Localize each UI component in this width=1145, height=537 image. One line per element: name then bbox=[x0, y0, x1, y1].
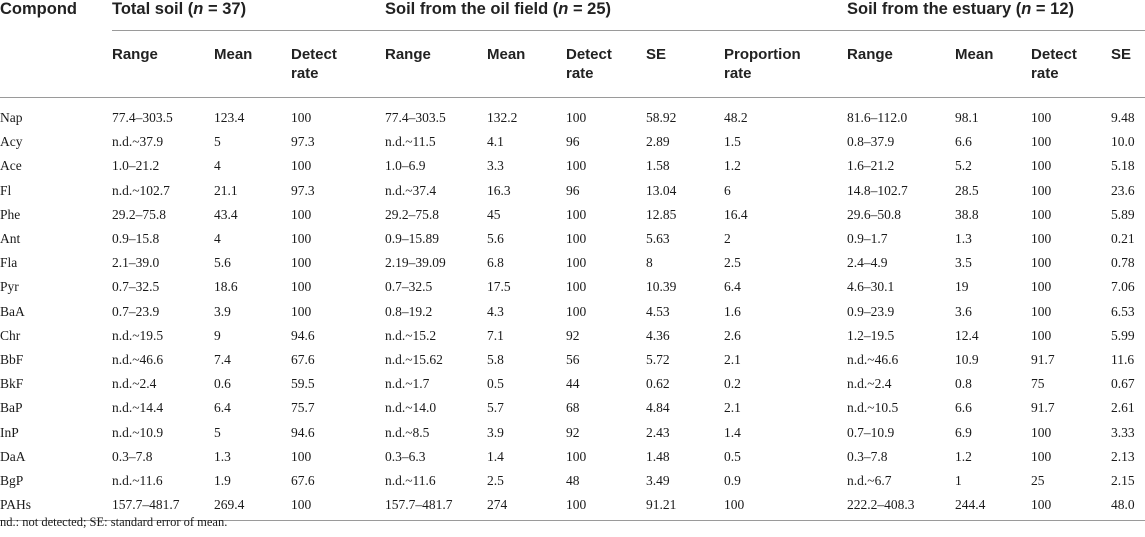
table-cell: 100 bbox=[291, 303, 312, 319]
table-cell: n.d.~102.7 bbox=[112, 182, 170, 198]
table-cell: 4.53 bbox=[646, 303, 670, 319]
table-cell: 100 bbox=[1031, 231, 1052, 247]
table-cell: 157.7–481.7 bbox=[385, 493, 487, 521]
table-cell: 10.39 bbox=[646, 279, 677, 295]
table-cell: 0.9–15.89 bbox=[385, 231, 439, 247]
table-cell: 100 bbox=[566, 231, 587, 247]
table-row bbox=[0, 130, 1145, 154]
table-cell: 38.8 bbox=[955, 206, 979, 222]
table-cell: n.d.~37.4 bbox=[385, 182, 437, 198]
table-cell: 3.9 bbox=[487, 424, 504, 440]
table-cell: 4.84 bbox=[646, 400, 670, 416]
table-cell: 0.9 bbox=[724, 473, 741, 489]
table-cell: 0.5 bbox=[724, 448, 741, 464]
table-cell: 5.8 bbox=[487, 352, 504, 368]
table-cell: 100 bbox=[1031, 182, 1052, 198]
table-cell: 2.5 bbox=[487, 473, 504, 489]
table-cell: 6.9 bbox=[955, 424, 972, 440]
group-header-oil-field: Soil from the oil field (n = 25) bbox=[385, 0, 847, 31]
table-cell: 44 bbox=[566, 376, 580, 392]
table-row bbox=[0, 275, 1145, 299]
table-cell: 16.3 bbox=[487, 182, 511, 198]
table-cell: 6.6 bbox=[955, 400, 972, 416]
table-cell: 1.6–21.2 bbox=[847, 158, 895, 174]
table-cell: 157.7–481.7 bbox=[112, 493, 214, 521]
table-cell: 274 bbox=[487, 493, 566, 521]
table-cell: 0.21 bbox=[1111, 231, 1135, 247]
table-cell: 100 bbox=[1031, 327, 1052, 343]
table-cell: 100 bbox=[1031, 158, 1052, 174]
table-cell: 5.6 bbox=[487, 231, 504, 247]
table-cell: 2.13 bbox=[1111, 448, 1135, 464]
table-cell: 100 bbox=[1031, 206, 1052, 222]
blank-header bbox=[0, 31, 112, 98]
header-range: Range bbox=[847, 46, 893, 63]
table-cell: 4.1 bbox=[487, 134, 504, 150]
table-cell: 100 bbox=[291, 110, 312, 125]
compound-name: PAHs bbox=[0, 493, 112, 521]
table-cell: 5.7 bbox=[487, 400, 504, 416]
table-cell: 16.4 bbox=[724, 206, 748, 222]
header-detect-rate: Detect rate bbox=[291, 46, 337, 82]
table-cell: 3.9 bbox=[214, 303, 231, 319]
table-cell: 75.7 bbox=[291, 400, 315, 416]
table-cell: 222.2–408.3 bbox=[847, 493, 955, 521]
table-cell: 2.1 bbox=[724, 352, 741, 368]
group-header-total: Total soil (n = 37) bbox=[112, 0, 385, 31]
table-cell: 123.4 bbox=[214, 110, 245, 125]
table-cell: 100 bbox=[1031, 134, 1052, 150]
compound-name: DaA bbox=[0, 448, 26, 464]
table-cell: 2.19–39.09 bbox=[385, 255, 446, 271]
table-cell: 6.4 bbox=[214, 400, 231, 416]
table-cell: n.d.~1.7 bbox=[385, 376, 430, 392]
table-cell: 97.3 bbox=[291, 134, 315, 150]
table-cell: 0.67 bbox=[1111, 376, 1135, 392]
compound-name: Ace bbox=[0, 158, 22, 174]
table-cell: 2.1 bbox=[724, 400, 741, 416]
table-cell: n.d.~11.6 bbox=[112, 473, 163, 489]
table-cell: 4 bbox=[214, 158, 221, 174]
compound-name: Chr bbox=[0, 327, 21, 343]
table-cell: 18.6 bbox=[214, 279, 238, 295]
table-cell: 96 bbox=[566, 182, 580, 198]
table-cell: 98.1 bbox=[955, 110, 979, 125]
header-detect-rate: Detect rate bbox=[566, 46, 612, 82]
table-cell: n.d.~46.6 bbox=[112, 352, 164, 368]
table-cell: 132.2 bbox=[487, 110, 518, 125]
table-cell: 5.2 bbox=[955, 158, 972, 174]
table-cell: 4.3 bbox=[487, 303, 504, 319]
table-cell: 0.7–32.5 bbox=[385, 279, 433, 295]
table-cell: 92 bbox=[566, 424, 580, 440]
table-cell: 81.6–112.0 bbox=[847, 110, 908, 125]
table-cell: 6.6 bbox=[955, 134, 972, 150]
table-cell: 0.9–23.9 bbox=[847, 303, 895, 319]
table-row bbox=[0, 179, 1145, 203]
sub-header-row bbox=[0, 31, 1145, 98]
table-cell: 100 bbox=[291, 231, 312, 247]
table-cell: 68 bbox=[566, 400, 580, 416]
table-cell: 4.6–30.1 bbox=[847, 279, 895, 295]
table-cell: 100 bbox=[291, 493, 385, 521]
table-row bbox=[0, 251, 1145, 275]
table-cell: 269.4 bbox=[214, 493, 291, 521]
table-cell: 17.5 bbox=[487, 279, 511, 295]
table-cell: n.d.~46.6 bbox=[847, 352, 899, 368]
table-cell: 1 bbox=[955, 473, 962, 489]
table-cell: n.d.~10.9 bbox=[112, 424, 164, 440]
table-cell: 2.43 bbox=[646, 424, 670, 440]
table-row bbox=[0, 154, 1145, 178]
table-cell: 0.6 bbox=[214, 376, 231, 392]
table-cell: 96 bbox=[566, 134, 580, 150]
table-cell: 2.5 bbox=[724, 255, 741, 271]
table-row bbox=[0, 98, 1145, 131]
table-cell: 100 bbox=[1031, 255, 1052, 271]
footnote: nd.: not detected; SE: standard error of mean. bbox=[0, 515, 228, 529]
group-header-row bbox=[0, 0, 1145, 31]
table-cell: 10.9 bbox=[955, 352, 979, 368]
table-cell: n.d.~19.5 bbox=[112, 327, 164, 343]
table-cell: n.d.~14.0 bbox=[385, 400, 437, 416]
table-cell: n.d.~6.7 bbox=[847, 473, 892, 489]
table-cell: 10.0 bbox=[1111, 134, 1135, 150]
table-cell: 58.92 bbox=[646, 110, 677, 125]
table-cell: 1.2–19.5 bbox=[847, 327, 895, 343]
table-cell: 48.2 bbox=[724, 110, 748, 125]
table-cell: 21.1 bbox=[214, 182, 238, 198]
table-cell: n.d.~37.9 bbox=[112, 134, 164, 150]
table-cell: 1.0–6.9 bbox=[385, 158, 426, 174]
table-cell: n.d.~15.62 bbox=[385, 352, 443, 368]
table-cell: 0.9–1.7 bbox=[847, 231, 888, 247]
table-row bbox=[0, 300, 1145, 324]
table-cell: 0.7–32.5 bbox=[112, 279, 160, 295]
table-cell: 5.99 bbox=[1111, 327, 1135, 343]
table-cell: 244.4 bbox=[955, 493, 1031, 521]
table-cell: 100 bbox=[566, 255, 587, 271]
table-cell: 100 bbox=[1031, 424, 1052, 440]
table-cell: 1.5 bbox=[724, 134, 741, 150]
table-cell: n.d.~11.6 bbox=[385, 473, 436, 489]
table-row bbox=[0, 421, 1145, 445]
table-cell: 1.3 bbox=[214, 448, 231, 464]
table-cell: 43.4 bbox=[214, 206, 238, 222]
table-cell: 91.7 bbox=[1031, 400, 1055, 416]
table-cell: 28.5 bbox=[955, 182, 979, 198]
compound-name: Nap bbox=[0, 110, 23, 125]
compound-name: InP bbox=[0, 424, 19, 440]
compound-name: BaA bbox=[0, 303, 25, 319]
header-range: Range bbox=[112, 46, 158, 63]
table-cell: 0.7–10.9 bbox=[847, 424, 895, 440]
table-cell: 29.6–50.8 bbox=[847, 206, 902, 222]
table-cell: 6 bbox=[724, 182, 731, 198]
compound-name: Acy bbox=[0, 134, 23, 150]
group-header-estuary: Soil from the estuary (n = 12) bbox=[847, 0, 1145, 31]
table-cell: 2.1–39.0 bbox=[112, 255, 160, 271]
table-cell: 91.7 bbox=[1031, 352, 1055, 368]
table-cell: 100 bbox=[291, 158, 312, 174]
table-cell: 75 bbox=[1031, 376, 1045, 392]
table-cell: 0.8–37.9 bbox=[847, 134, 895, 150]
table-cell: 6.4 bbox=[724, 279, 741, 295]
table-cell: 1.2 bbox=[955, 448, 972, 464]
table-cell: 100 bbox=[1031, 279, 1052, 295]
compound-name: BaP bbox=[0, 400, 23, 416]
table-cell: 0.8–19.2 bbox=[385, 303, 433, 319]
compound-header: Compond bbox=[0, 0, 77, 18]
table-cell: 77.4–303.5 bbox=[112, 110, 173, 125]
compound-name: Phe bbox=[0, 206, 21, 222]
table-row bbox=[0, 203, 1145, 227]
header-range: Range bbox=[385, 46, 431, 63]
table-cell: 19 bbox=[955, 279, 969, 295]
table-cell: 48 bbox=[566, 473, 580, 489]
table-cell: 0.3–7.8 bbox=[112, 448, 153, 464]
header-detect-rate: Detect rate bbox=[1031, 46, 1077, 82]
table-cell: 0.62 bbox=[646, 376, 670, 392]
table-cell: 1.4 bbox=[724, 424, 741, 440]
header-mean: Mean bbox=[214, 46, 253, 63]
table-cell: 6.53 bbox=[1111, 303, 1135, 319]
table-cell: 0.8 bbox=[955, 376, 972, 392]
header-mean: Mean bbox=[955, 46, 994, 63]
header-mean: Mean bbox=[487, 46, 526, 63]
table-cell: 25 bbox=[1031, 473, 1045, 489]
table-cell: 0.9–15.8 bbox=[112, 231, 160, 247]
table-cell: 100 bbox=[566, 206, 587, 222]
table-cell: 3.5 bbox=[955, 255, 972, 271]
header-proportion-rate: Proportion rate bbox=[724, 46, 801, 82]
table-row bbox=[0, 469, 1145, 493]
table-cell: 100 bbox=[566, 493, 646, 521]
table-cell: 1.6 bbox=[724, 303, 741, 319]
table-cell: 5.6 bbox=[214, 255, 231, 271]
table-cell: 100 bbox=[291, 206, 312, 222]
table-cell: 67.6 bbox=[291, 473, 315, 489]
table-cell: n.d.~2.4 bbox=[847, 376, 892, 392]
table-cell: 23.6 bbox=[1111, 182, 1135, 198]
table-cell: 100 bbox=[566, 158, 587, 174]
table-cell: 0.78 bbox=[1111, 255, 1135, 271]
table-cell: 1.2 bbox=[724, 158, 741, 174]
table-cell: 8 bbox=[646, 255, 653, 271]
table-cell: 91.21 bbox=[646, 493, 724, 521]
table-body bbox=[0, 98, 1145, 521]
table-cell: 12.4 bbox=[955, 327, 979, 343]
compound-name: BgP bbox=[0, 473, 24, 489]
table-cell: n.d.~11.5 bbox=[385, 134, 436, 150]
table-cell: 11.6 bbox=[1111, 352, 1135, 368]
table-cell: 5.72 bbox=[646, 352, 670, 368]
table-cell: 1.9 bbox=[214, 473, 231, 489]
table-cell: 13.04 bbox=[646, 182, 677, 198]
table-cell: 0.5 bbox=[487, 376, 504, 392]
table-row bbox=[0, 324, 1145, 348]
header-se: SE bbox=[646, 46, 667, 63]
table-row bbox=[0, 445, 1145, 469]
table-cell: 2.15 bbox=[1111, 473, 1135, 489]
table-cell: 2.4–4.9 bbox=[847, 255, 888, 271]
table-cell: 7.1 bbox=[487, 327, 504, 343]
table-cell: 97.3 bbox=[291, 182, 315, 198]
table-cell: 29.2–75.8 bbox=[112, 206, 166, 222]
table-cell: 59.5 bbox=[291, 376, 315, 392]
table-cell: 3.33 bbox=[1111, 424, 1135, 440]
table-cell: 29.2–75.8 bbox=[385, 206, 439, 222]
table-cell: 0.7–23.9 bbox=[112, 303, 160, 319]
table-cell: 7.4 bbox=[214, 352, 231, 368]
compound-name: Fla bbox=[0, 255, 18, 271]
table-cell: n.d.~2.4 bbox=[112, 376, 157, 392]
table-cell: 45 bbox=[487, 206, 501, 222]
table-cell: n.d.~10.5 bbox=[847, 400, 899, 416]
table-cell: 5.18 bbox=[1111, 158, 1135, 174]
table-cell: 100 bbox=[291, 279, 312, 295]
table-cell: 100 bbox=[566, 279, 587, 295]
table-cell: 12.85 bbox=[646, 206, 677, 222]
table-cell: 4 bbox=[214, 231, 221, 247]
header-se: SE bbox=[1111, 46, 1132, 63]
table-row bbox=[0, 396, 1145, 420]
compound-name: Ant bbox=[0, 231, 21, 247]
table-cell: 5 bbox=[214, 134, 221, 150]
table-cell: 100 bbox=[566, 303, 587, 319]
table-cell: 100 bbox=[724, 493, 847, 521]
table-cell: 56 bbox=[566, 352, 580, 368]
table-cell: 77.4–303.5 bbox=[385, 110, 446, 125]
table-cell: 100 bbox=[566, 110, 587, 125]
table-cell: 3.6 bbox=[955, 303, 972, 319]
table-cell: 5 bbox=[214, 424, 221, 440]
table-cell: 5.63 bbox=[646, 231, 670, 247]
compound-name: BbF bbox=[0, 352, 24, 368]
table-row bbox=[0, 372, 1145, 396]
table-cell: n.d.~14.4 bbox=[112, 400, 164, 416]
table-cell: 9.48 bbox=[1111, 110, 1135, 125]
table-cell: 48.0 bbox=[1111, 493, 1145, 521]
table-cell: 7.06 bbox=[1111, 279, 1135, 295]
table-cell: 1.3 bbox=[955, 231, 972, 247]
compound-name: BkF bbox=[0, 376, 24, 392]
table-cell: 5.89 bbox=[1111, 206, 1135, 222]
table-cell: 100 bbox=[1031, 493, 1111, 521]
table-cell: 1.4 bbox=[487, 448, 504, 464]
table-cell: 100 bbox=[291, 448, 312, 464]
compound-name: Pyr bbox=[0, 279, 19, 295]
table-cell: 2.6 bbox=[724, 327, 741, 343]
table-cell: 4.36 bbox=[646, 327, 670, 343]
table-cell: 0.3–6.3 bbox=[385, 448, 426, 464]
table-cell: 0.2 bbox=[724, 376, 741, 392]
table-cell: 6.8 bbox=[487, 255, 504, 271]
table-row bbox=[0, 348, 1145, 372]
table-cell: 3.49 bbox=[646, 473, 670, 489]
table-cell: 9 bbox=[214, 327, 221, 343]
compound-name: Fl bbox=[0, 182, 12, 198]
table-cell: 0.3–7.8 bbox=[847, 448, 888, 464]
table-cell: n.d.~15.2 bbox=[385, 327, 437, 343]
table-cell: 100 bbox=[1031, 448, 1052, 464]
table-cell: 3.3 bbox=[487, 158, 504, 174]
table-cell: 2.61 bbox=[1111, 400, 1135, 416]
table-cell: 1.48 bbox=[646, 448, 670, 464]
table-cell: 2 bbox=[724, 231, 731, 247]
table-cell: n.d.~8.5 bbox=[385, 424, 430, 440]
table-cell: 1.0–21.2 bbox=[112, 158, 160, 174]
table-cell: 100 bbox=[291, 255, 312, 271]
table-cell: 100 bbox=[1031, 110, 1052, 125]
table-cell: 94.6 bbox=[291, 424, 315, 440]
table-cell: 14.8–102.7 bbox=[847, 182, 908, 198]
table-cell: 2.89 bbox=[646, 134, 670, 150]
table-cell: 94.6 bbox=[291, 327, 315, 343]
table-cell: 1.58 bbox=[646, 158, 670, 174]
table-row bbox=[0, 227, 1145, 251]
table-cell: 67.6 bbox=[291, 352, 315, 368]
table-cell: 92 bbox=[566, 327, 580, 343]
table-cell: 100 bbox=[566, 448, 587, 464]
table-cell: 100 bbox=[1031, 303, 1052, 319]
